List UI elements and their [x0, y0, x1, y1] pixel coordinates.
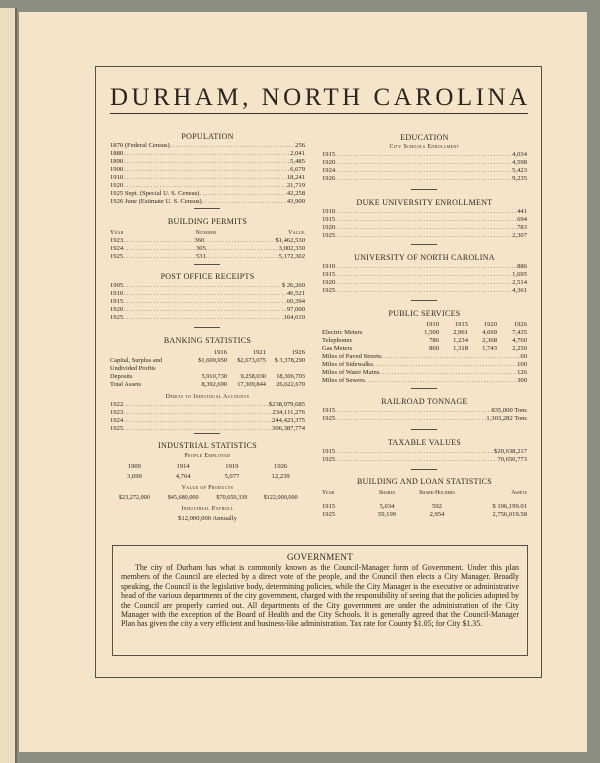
- table-row: [322, 151, 527, 159]
- col-header: Number: [195, 230, 217, 236]
- table-row: [322, 337, 527, 345]
- row-label: 1880: [110, 150, 124, 157]
- cell: Total Assets: [110, 381, 141, 388]
- dot-leader: [335, 151, 512, 159]
- industrial-section: [110, 441, 305, 525]
- cell: $122,000,000: [263, 494, 298, 501]
- header-row: [322, 487, 527, 497]
- railroad-section: [322, 397, 527, 423]
- year-header: [322, 319, 527, 329]
- row-value: 97,000: [286, 306, 305, 313]
- dot-leader: [335, 167, 512, 175]
- row-label: 1920: [322, 279, 336, 286]
- dot-leader: [123, 401, 269, 409]
- cell: 9,258,030: [240, 373, 266, 380]
- row-value: 9,235: [512, 175, 527, 182]
- cell: 2,954: [429, 511, 445, 518]
- cell: 1926: [291, 349, 305, 356]
- row-value: 886: [517, 263, 527, 270]
- dot-leader: [123, 253, 196, 261]
- cell: $ 196,199.01: [492, 503, 527, 510]
- section-title: UNIVERSITY OF NORTH CAROLINA: [354, 253, 495, 262]
- row-label: 1900: [110, 166, 124, 173]
- row-value: 42,258: [286, 190, 305, 197]
- row-value: $ 26,260: [281, 282, 305, 289]
- cell: 17,309,844: [237, 381, 266, 388]
- row-label: 1925: [322, 232, 336, 239]
- section-title: BUILDING AND LOAN STATISTICS: [356, 477, 493, 486]
- cell: 8,392,690: [201, 381, 227, 388]
- cell: 1919: [225, 462, 239, 470]
- row-label: 1922: [110, 401, 124, 408]
- row-value: $20,638,217: [494, 448, 527, 455]
- row-label: Miles of Sewers: [322, 377, 365, 384]
- table-row: [322, 167, 527, 175]
- row-value: 256: [295, 142, 305, 149]
- cell: 2,368: [482, 337, 497, 344]
- row-value: 5,485: [290, 158, 305, 165]
- book-spine: [0, 8, 17, 763]
- section-title: RAILROAD TONNAGE: [381, 397, 468, 406]
- dot-leader: [335, 407, 491, 415]
- table-row: [322, 361, 527, 369]
- cell: 4,760: [512, 337, 527, 344]
- dot-leader: [365, 377, 517, 385]
- table-row: [322, 175, 527, 183]
- row-value: $238,979,685: [268, 401, 305, 408]
- table-row: [110, 158, 305, 166]
- divider: [194, 208, 220, 209]
- banking-section: [110, 336, 305, 433]
- row-label: 1910: [110, 290, 124, 297]
- dot-leader: [206, 253, 279, 261]
- dot-leader: [123, 237, 194, 245]
- dot-leader: [123, 298, 287, 306]
- row-label: 1924: [110, 245, 124, 252]
- table-row: [322, 448, 527, 456]
- cell: 2,756,019.58: [492, 511, 527, 518]
- cell: Shares: [378, 490, 396, 496]
- table-row: [322, 511, 527, 519]
- divider: [411, 300, 437, 301]
- dot-leader: [123, 182, 287, 190]
- cell: 4,669: [482, 329, 497, 336]
- dot-leader: [335, 287, 512, 295]
- row-value: 60,394: [286, 298, 305, 305]
- table-row: [110, 401, 305, 409]
- products-row: [110, 493, 305, 504]
- section-title: POST OFFICE RECEIPTS: [160, 272, 255, 281]
- products-subtitle: Value of Products: [181, 484, 234, 491]
- row-label: 1870 (Federal Census): [110, 142, 170, 149]
- row-label: 1925: [322, 415, 336, 422]
- cell: 1926: [274, 462, 288, 470]
- dot-leader: [199, 190, 286, 198]
- row-label: 1920: [322, 224, 336, 231]
- spacer: [322, 321, 410, 329]
- spacer: [110, 349, 188, 357]
- dot-leader: [335, 415, 486, 423]
- debits-subtitle: Debits to Individual Accounts: [165, 394, 250, 400]
- dot-leader: [335, 232, 512, 240]
- cell: 1909: [127, 462, 141, 470]
- cell: Assets: [511, 490, 527, 496]
- section-title: INDUSTRIAL STATISTICS: [158, 441, 257, 450]
- cell: $23,272,000: [118, 494, 150, 501]
- cell: 2,250: [512, 345, 527, 352]
- dot-leader: [123, 417, 272, 425]
- cell: 1914: [176, 462, 190, 470]
- row-label: 1925: [322, 287, 336, 294]
- education-section: [322, 133, 527, 183]
- dot-leader: [335, 456, 497, 464]
- divider: [411, 189, 437, 190]
- row-value: 6,679: [290, 166, 305, 173]
- row-value: 4,034: [512, 151, 527, 158]
- cell: $1,600,950: [198, 357, 227, 364]
- row-number: 305: [195, 245, 206, 252]
- government-box: [112, 545, 528, 656]
- cell: 4,764: [175, 473, 191, 480]
- dot-leader: [123, 409, 272, 417]
- table-row: [110, 198, 305, 206]
- dot-leader: [123, 306, 287, 314]
- row-value: 2,514: [512, 279, 527, 286]
- table-row: [322, 345, 527, 353]
- table-row: [322, 503, 527, 511]
- cell: 1926: [513, 321, 527, 328]
- row-value: 100: [517, 361, 527, 368]
- row-number: 531: [195, 253, 206, 260]
- row-value: 21,719: [286, 182, 305, 189]
- post-office-section: [110, 272, 305, 322]
- table-row: [322, 232, 527, 240]
- cell: Gas Meters: [322, 345, 353, 352]
- cell: 860: [429, 345, 439, 352]
- cell: 5,077: [224, 473, 240, 480]
- row-number: 360: [194, 237, 205, 244]
- row-label: 1915: [322, 448, 336, 455]
- row-value: 5,172,302: [278, 253, 305, 260]
- row-label: 1926: [322, 175, 336, 182]
- cell: 2,961: [453, 329, 468, 336]
- row-label: 1924: [110, 417, 124, 424]
- dot-leader: [335, 216, 517, 224]
- row-value: 244,423,375: [272, 417, 305, 424]
- dot-leader: [379, 369, 517, 377]
- row-label: 1925: [110, 425, 124, 432]
- table-row: [110, 306, 305, 314]
- row-value: 60: [520, 353, 527, 360]
- row-value: 1,695: [512, 271, 527, 278]
- cell: 786: [429, 337, 439, 344]
- row-value: 1,303,282 Tons: [486, 415, 527, 422]
- table-row: [322, 353, 527, 361]
- table-row: [322, 159, 527, 167]
- building-permits-section: [110, 217, 305, 261]
- cell: 1,500: [424, 329, 439, 336]
- section-title: TAXABLE VALUES: [387, 438, 462, 447]
- table-row: [322, 224, 527, 232]
- divider: [411, 244, 437, 245]
- row-label: 1910: [322, 263, 336, 270]
- row-value: 4,598: [512, 159, 527, 166]
- dot-leader: [335, 263, 517, 271]
- cell: 59,199: [377, 511, 397, 518]
- dot-leader: [335, 224, 517, 232]
- cell: 1,743: [482, 345, 497, 352]
- payroll-subtitle: Industrial Payroll: [181, 505, 234, 512]
- row-label: 1915: [322, 151, 336, 158]
- cell: 1915: [322, 503, 336, 510]
- cell: Share-Holders: [419, 490, 455, 496]
- row-value: 783: [517, 224, 527, 231]
- row-value: 4,361: [512, 287, 527, 294]
- table-row: [110, 357, 305, 373]
- cell: 1,318: [453, 345, 468, 352]
- dot-leader: [123, 150, 290, 158]
- cell: 26,622,670: [276, 381, 305, 388]
- divider: [194, 433, 220, 434]
- dot-leader: [170, 142, 295, 150]
- col-header: Value: [288, 230, 305, 236]
- dot-leader: [204, 237, 275, 245]
- table-row: [110, 245, 305, 253]
- row-label: 1923: [110, 409, 124, 416]
- cell: 592: [432, 503, 442, 510]
- row-value: 2,041: [290, 150, 305, 157]
- cell: Capital, Surplus and Undivided Profits: [110, 357, 163, 372]
- row-value: $1,462,530: [275, 237, 305, 244]
- table-row: [110, 166, 305, 174]
- population-section: [110, 132, 305, 206]
- building-loan-section: [322, 477, 527, 519]
- title-rule: [110, 113, 528, 114]
- table-row: [110, 409, 305, 417]
- year-header: [110, 346, 305, 357]
- dot-leader: [123, 314, 283, 322]
- cell: $45,680,000: [167, 494, 199, 501]
- cell: Electric Meters: [322, 329, 363, 336]
- section-title: BUILDING PERMITS: [167, 217, 248, 226]
- cell: 7,435: [512, 329, 527, 336]
- table-row: [110, 174, 305, 182]
- row-label: 1925: [322, 456, 336, 463]
- cell: Deposits: [110, 373, 133, 380]
- cell: $70,659,339: [216, 494, 248, 501]
- cell: 1915: [454, 321, 468, 328]
- row-value: 43,900: [286, 198, 305, 205]
- government-title: GOVERNMENT: [287, 552, 353, 562]
- row-label: 1924: [322, 167, 336, 174]
- section-title: EDUCATION: [400, 133, 449, 142]
- cell: 12,239: [271, 473, 290, 480]
- row-value: 5,423: [512, 167, 527, 174]
- table-row: [322, 456, 527, 464]
- row-label: 1890: [110, 158, 124, 165]
- table-row: [110, 182, 305, 190]
- table-row: [110, 190, 305, 198]
- cell: Year: [322, 490, 335, 496]
- employed-subtitle: People Employed: [184, 453, 231, 459]
- divider: [194, 327, 220, 328]
- row-value: 234,111,276: [272, 409, 305, 416]
- row-value: 46,521: [286, 290, 305, 297]
- table-row: [322, 407, 527, 415]
- row-label: 1920: [110, 182, 124, 189]
- cell: 5,034: [379, 503, 395, 510]
- cell: Telephones: [322, 337, 352, 344]
- dot-leader: [123, 282, 282, 290]
- dot-leader: [335, 448, 494, 456]
- education-subtitle: City Schools Enrollment: [389, 144, 460, 150]
- table-row: [322, 271, 527, 279]
- table-row: [110, 425, 305, 433]
- row-value: 126: [517, 369, 527, 376]
- cell: 1,234: [453, 337, 468, 344]
- public-services-section: [322, 309, 527, 385]
- dot-leader: [123, 174, 287, 182]
- table-row: [322, 263, 527, 271]
- dot-leader: [123, 425, 272, 433]
- row-label: 1920: [322, 159, 336, 166]
- table-row: [110, 237, 305, 245]
- row-label: 1915: [322, 407, 336, 414]
- table-row: [110, 142, 305, 150]
- dot-leader: [123, 290, 287, 298]
- row-value: 441: [517, 208, 527, 215]
- duke-section: [322, 198, 527, 240]
- row-value: 164,610: [283, 314, 305, 321]
- cell: 1920: [483, 321, 497, 328]
- dot-leader: [335, 279, 512, 287]
- dot-leader: [202, 198, 287, 206]
- table-row: [110, 253, 305, 261]
- cell: 1925: [322, 511, 336, 518]
- row-value: 18,241: [286, 174, 305, 181]
- government-text: The city of Durham has what is commonly known as the Council-Manager form of Government. Under this plan members of the Council are elected by a direct vote of the people, and the Council then elects a City Manager. Broadly speaking, the Council is the legislative body, determining policies, while the City Manager is the executive or administrative head of the various departments of the city government, charged with the responsibility of seeing that the policies adopted by the Council are properly carried out. All departments of the City government are under the administration of the City Manager with the exception of the Board of Health and the City Schools. It is generally agreed that the Council-Manager Plan has given the city a very efficient and business-like administration. Tax rate for County $1.05; for City $1.35.: [121, 563, 519, 629]
- section-title: DUKE UNIVERSITY ENROLLMENT: [356, 198, 493, 207]
- col-header: Year: [110, 230, 124, 236]
- row-label: 1926 June (Estimate U. S. Census): [110, 198, 202, 205]
- dot-leader: [335, 159, 512, 167]
- page-title: DURHAM, NORTH CAROLINA: [110, 84, 531, 111]
- divider: [411, 388, 437, 389]
- table-row: [322, 216, 527, 224]
- table-row: [322, 415, 527, 423]
- section-title: PUBLIC SERVICES: [388, 309, 461, 318]
- dot-leader: [335, 271, 512, 279]
- cell: 1916: [213, 349, 227, 356]
- row-value: 694: [517, 216, 527, 223]
- row-label: Miles of Sidewalks: [322, 361, 373, 368]
- year-row: [110, 462, 305, 473]
- table-row: [110, 417, 305, 425]
- row-label: 1910: [322, 208, 336, 215]
- row-value: 835,000 Tons: [491, 407, 527, 414]
- table-row: [322, 377, 527, 385]
- divider: [411, 469, 437, 470]
- row-label: Miles of Water Mains: [322, 369, 380, 376]
- row-label: 1920: [110, 306, 124, 313]
- payroll-value: $12,000,000 Annually: [178, 515, 237, 522]
- row-label: 1905: [110, 282, 124, 289]
- row-value: 70,650,773: [497, 456, 527, 463]
- row-label: 1925: [110, 253, 124, 260]
- row-label: 1915: [322, 216, 336, 223]
- dot-leader: [335, 208, 517, 216]
- table-row: [110, 282, 305, 290]
- table-row: [110, 290, 305, 298]
- row-label: 1925: [110, 314, 124, 321]
- unc-section: [322, 253, 527, 295]
- table-row: [322, 287, 527, 295]
- table-row: [322, 329, 527, 337]
- table-row: [322, 208, 527, 216]
- dot-leader: [335, 175, 512, 183]
- row-label: 1910: [110, 174, 124, 181]
- table-row: [322, 369, 527, 377]
- cell: 1910: [425, 321, 439, 328]
- row-label: Miles of Paved Streets: [322, 353, 382, 360]
- table-row: [110, 150, 305, 158]
- cell: 1921: [252, 349, 266, 356]
- cell: $ 3,378,290: [274, 357, 305, 364]
- divider: [411, 429, 437, 430]
- row-label: 1915: [322, 271, 336, 278]
- dot-leader: [123, 166, 290, 174]
- row-value: 2,307: [512, 232, 527, 239]
- cell: 18,306,703: [276, 373, 305, 380]
- dot-leader: [206, 245, 279, 253]
- table-row: [110, 314, 305, 322]
- table-row: [110, 298, 305, 306]
- employed-row: [110, 472, 305, 483]
- cell: 3,699: [126, 473, 142, 480]
- table-row: [322, 279, 527, 287]
- dot-leader: [123, 245, 196, 253]
- cell: 5,910,730: [201, 373, 227, 380]
- divider: [194, 264, 220, 265]
- dot-leader: [373, 361, 517, 369]
- row-value: 3,002,330: [278, 245, 305, 252]
- dot-leader: [123, 158, 290, 166]
- row-value: 306,387,774: [272, 425, 305, 432]
- cell: $2,673,075: [237, 357, 266, 364]
- table-row: [110, 373, 305, 381]
- taxable-section: [322, 438, 527, 464]
- section-title: POPULATION: [181, 132, 234, 141]
- dot-leader: [382, 353, 521, 361]
- row-label: 1925 Sept. (Special U. S. Census): [110, 190, 200, 197]
- row-label: 1923: [110, 237, 124, 244]
- section-title: BANKING STATISTICS: [163, 336, 252, 345]
- row-label: 1915: [110, 298, 124, 305]
- row-value: 300: [517, 377, 527, 384]
- table-row: [110, 381, 305, 389]
